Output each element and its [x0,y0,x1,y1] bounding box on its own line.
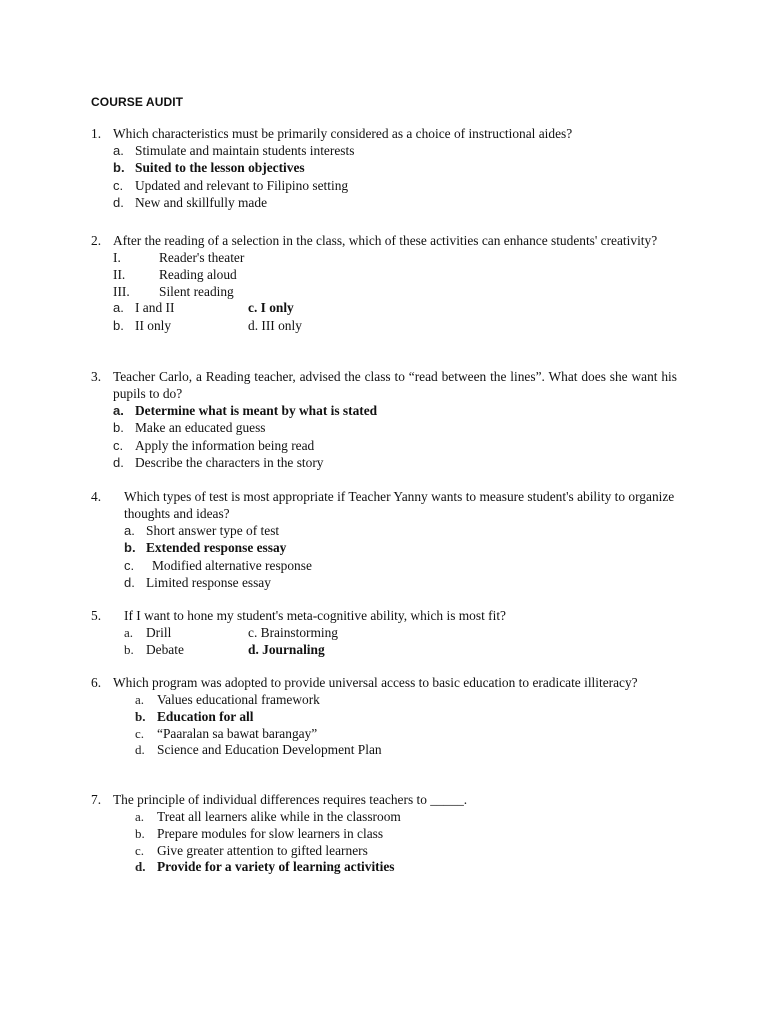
option-text: Extended response essay [146,540,287,556]
option-right-answer: c. I only [248,300,294,316]
option-a [135,808,677,825]
option-a [113,142,677,159]
option-text: Give greater attention to gifted learners [157,842,368,858]
option-text: II only [135,317,172,333]
option-c [124,557,677,574]
option-letter: c. [135,725,145,741]
roman-text: Reading aloud [159,266,237,282]
option-text: Science and Education Development Plan [157,742,382,758]
option-letter: c. [135,842,145,858]
option-row-1 [124,624,677,641]
question-number: 5. [91,608,102,623]
option-d [135,741,677,758]
question-1 [91,125,677,212]
option-right: d. III only [248,317,302,333]
option-letter: c. [124,557,135,573]
option-row-1 [113,299,677,316]
option-d [113,454,677,471]
question-number: 4. [91,489,102,504]
option-b-answer [124,539,677,556]
option-letter: b. [135,708,146,724]
question-text: Which types of test is most appropriate if Teacher Yanny wants to measure student's ability to organize thoughts and ideas? [124,489,675,521]
option-letter: d. [113,195,124,211]
question-text: Teacher Carlo, a Reading teacher, advised the class to “read between the lines”. What does she want his pupils to do? [113,369,677,401]
option-b-answer [135,708,677,725]
question-7 [91,791,677,875]
question-number: 2. [91,233,102,248]
question-5 [91,607,677,658]
roman-item-1 [113,249,677,266]
option-text: “Paaralan sa bawat barangay” [157,725,318,741]
option-letter: b. [124,641,134,657]
question-text: The principle of individual differences requires teachers to _____. [113,792,468,807]
question-number: 6. [91,675,102,690]
option-text: Stimulate and maintain students interests [135,143,355,158]
option-row-2 [124,641,677,658]
option-letter: b. [135,825,145,841]
roman-item-3 [113,283,677,300]
option-text: Updated and relevant to Filipino setting [135,177,349,193]
option-letter: c. [113,177,124,193]
question-3 [91,368,677,472]
option-text: Treat all learners alike while in the classroom [157,809,401,824]
option-c [113,177,677,194]
question-number: 3. [91,369,102,384]
option-letter: a. [113,403,124,418]
option-text: Drill [146,625,172,640]
option-d [113,194,677,211]
option-a-answer [113,402,677,419]
option-d-answer [135,858,677,875]
option-letter: d. [135,859,146,875]
option-letter: a. [113,300,124,316]
question-text: Which characteristics must be primarily considered as a choice of instructional aides? [113,126,573,141]
option-row-2 [113,317,677,334]
option-text: Suited to the lesson objectives [135,160,305,176]
option-letter: c. [113,437,124,453]
option-text: Describe the characters in the story [135,455,324,471]
option-text: Determine what is meant by what is stated [135,403,378,418]
option-letter: d. [135,742,145,758]
option-text: Make an educated guess [135,420,266,436]
question-number: 7. [91,792,102,807]
option-text: Education for all [157,708,254,724]
option-text: Provide for a variety of learning activities [157,859,395,875]
option-text: Values educational framework [157,692,320,707]
question-number: 1. [91,126,102,141]
roman-text: Reader's theater [159,250,245,265]
option-letter: d. [124,575,135,591]
option-b-answer [113,159,677,176]
option-letter: a. [135,809,145,824]
option-letter: b. [124,540,136,556]
option-c [113,437,677,454]
option-c [135,842,677,859]
option-right-answer: d. Journaling [248,641,325,657]
option-letter: b. [113,160,125,176]
option-text: Apply the information being read [135,437,315,453]
question-text: Which program was adopted to provide universal access to basic education to eradicate illiteracy? [113,675,638,690]
roman-number: I. [113,250,121,265]
roman-text: Silent reading [159,283,234,299]
option-letter: d. [113,455,124,471]
option-text: I and II [135,300,175,316]
option-text: Modified alternative response [152,557,312,573]
option-a [124,522,677,539]
option-letter: a. [113,143,124,158]
option-a [135,691,677,708]
option-letter: b. [113,420,124,436]
option-text: Short answer type of test [146,523,280,538]
option-b [113,419,677,436]
option-text: Prepare modules for slow learners in class [157,825,384,841]
question-text: If I want to hone my student's meta-cognitive ability, which is most fit? [124,608,506,623]
option-letter: a. [124,523,135,538]
option-letter: a. [135,692,145,707]
option-text: Debate [146,641,184,657]
option-text: Limited response essay [146,575,271,591]
option-letter: b. [113,317,124,333]
roman-item-2 [113,266,677,283]
option-right: c. Brainstorming [248,625,339,640]
question-4 [91,488,677,592]
roman-number: III. [113,283,130,299]
option-b [135,825,677,842]
question-6 [91,674,677,758]
document-title: COURSE AUDIT [91,95,184,109]
roman-number: II. [113,266,126,282]
option-d [124,574,677,591]
option-letter: a. [124,625,134,640]
question-text: After the reading of a selection in the class, which of these activities can enhance students' creativity? [113,233,658,248]
option-text: New and skillfully made [135,195,268,211]
question-2 [91,232,677,334]
option-c [135,725,677,742]
